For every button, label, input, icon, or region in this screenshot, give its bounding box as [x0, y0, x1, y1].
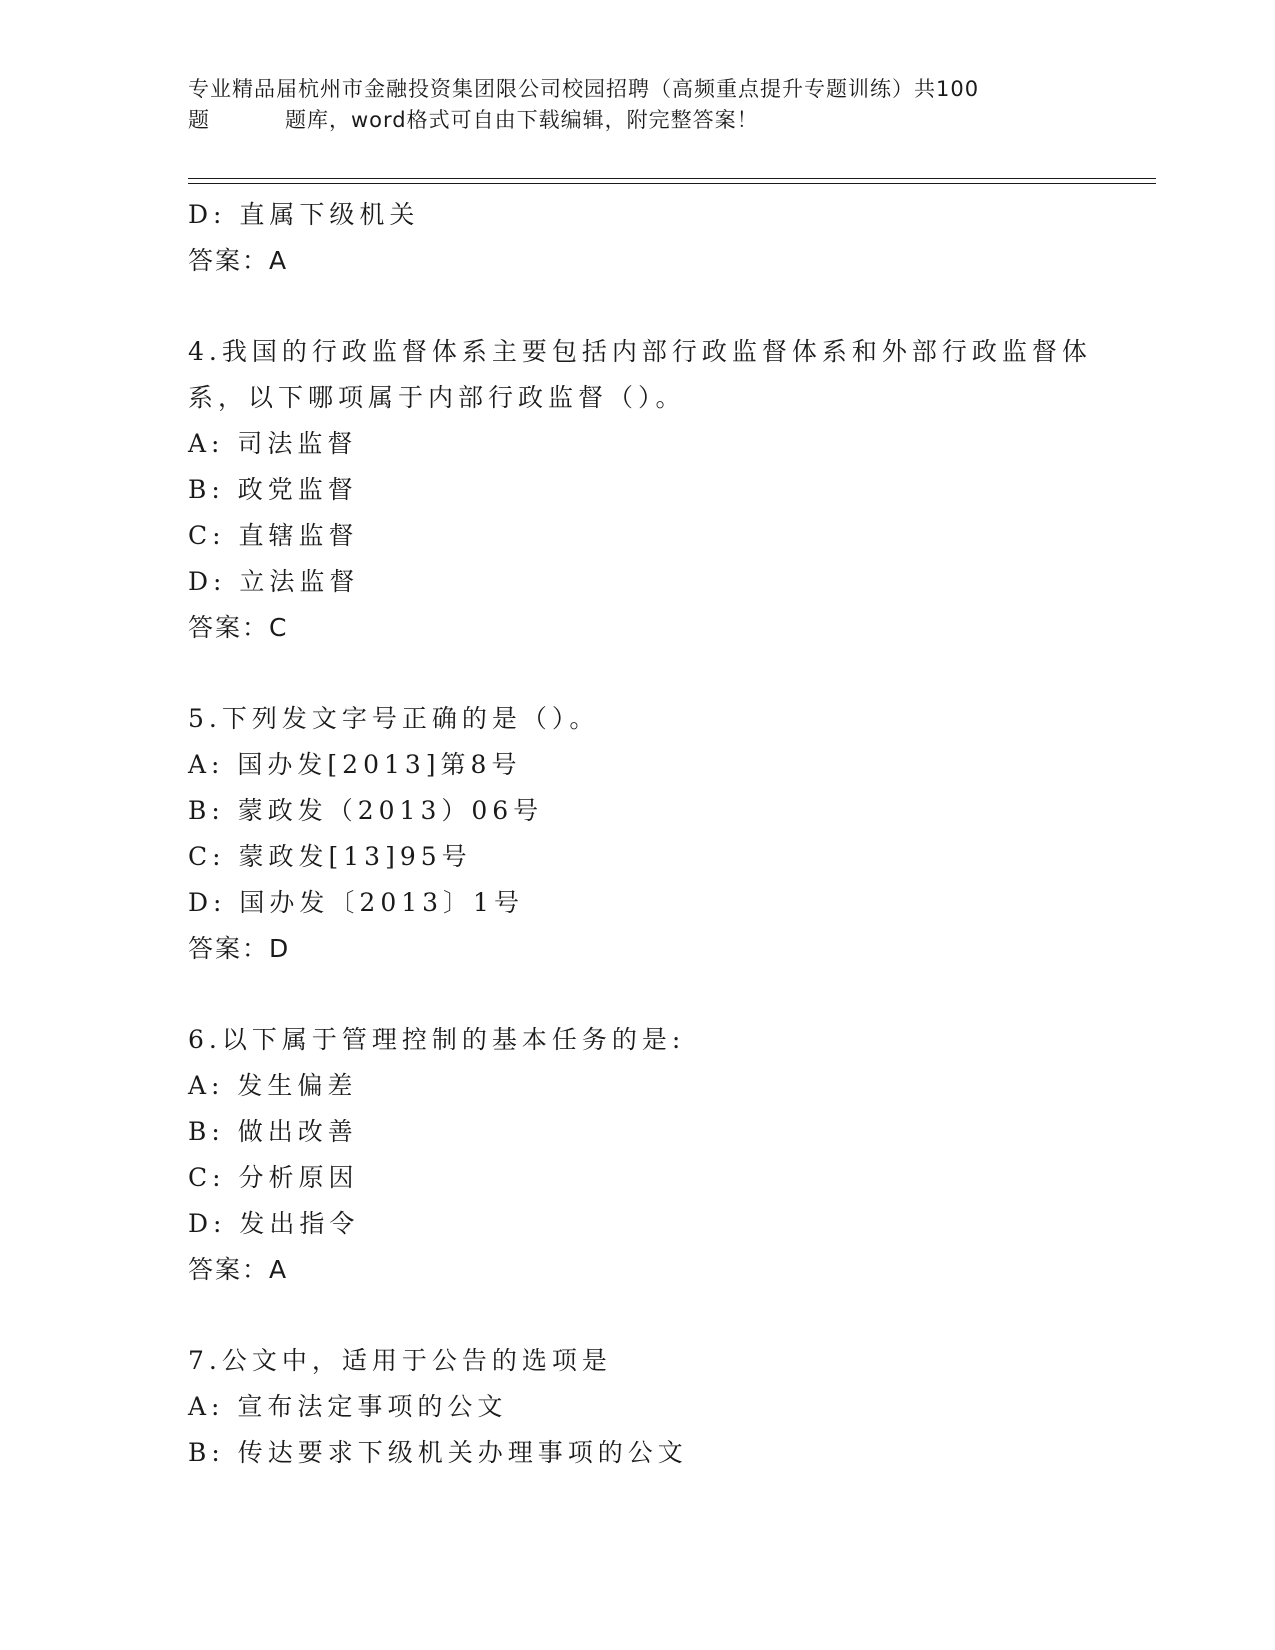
- answer: 答案：D: [188, 934, 291, 963]
- document-header: [188, 74, 1088, 136]
- option-a: A: 发生偏差: [188, 1071, 358, 1100]
- option-c: C: 直辖监督: [188, 521, 359, 550]
- question-stem: 5.下列发文字号正确的是（）。: [188, 704, 600, 733]
- question-stem: 6.以下属于管理控制的基本任务的是:: [188, 1025, 686, 1054]
- answer: 答案：A: [188, 1255, 289, 1284]
- header-divider-bottom: [188, 183, 1156, 184]
- answer: 答案：A: [188, 246, 289, 275]
- header-line-2-left: 题: [188, 108, 210, 132]
- question-4: [188, 329, 1092, 651]
- question-list: [188, 192, 1092, 1476]
- option-d: D: 直属下级机关: [188, 200, 420, 229]
- option-b: B: 传达要求下级机关办理事项的公文: [188, 1438, 688, 1467]
- header-line-2-right: 题库，word格式可自由下载编辑，附完整答案！: [285, 108, 759, 132]
- option-a: A: 司法监督: [188, 429, 358, 458]
- option-b: B: 政党监督: [188, 475, 358, 504]
- question-stem-continued: 系，以下哪项属于内部行政监督（）。: [188, 383, 686, 412]
- option-b: B: 蒙政发（2013）06号: [188, 796, 544, 825]
- option-d: D: 国办发〔2013〕1号: [188, 888, 524, 917]
- option-b: B: 做出改善: [188, 1117, 358, 1146]
- question-6: [188, 1017, 1088, 1293]
- option-d: D: 发出指令: [188, 1209, 360, 1238]
- header-line-1: 专业精品届杭州市金融投资集团限公司校园招聘（高频重点提升专题训练）共100: [188, 77, 980, 101]
- question-stem: 4.我国的行政监督体系主要包括内部行政监督体系和外部行政监督体: [188, 337, 1092, 366]
- question-5: [188, 696, 1088, 972]
- header-line-2: [188, 105, 1088, 136]
- question-7: [188, 1338, 1088, 1476]
- option-a: A: 宣布法定事项的公文: [188, 1392, 508, 1421]
- answer: 答案：C: [188, 613, 289, 642]
- question-3-tail: [188, 192, 1088, 284]
- option-d: D: 立法监督: [188, 567, 360, 596]
- option-a: A: 国办发[2013]第8号: [188, 750, 522, 779]
- question-stem: 7.公文中，适用于公告的选项是: [188, 1346, 612, 1375]
- header-divider-top: [188, 178, 1156, 179]
- option-c: C: 蒙政发[13]95号: [188, 842, 472, 871]
- option-c: C: 分析原因: [188, 1163, 359, 1192]
